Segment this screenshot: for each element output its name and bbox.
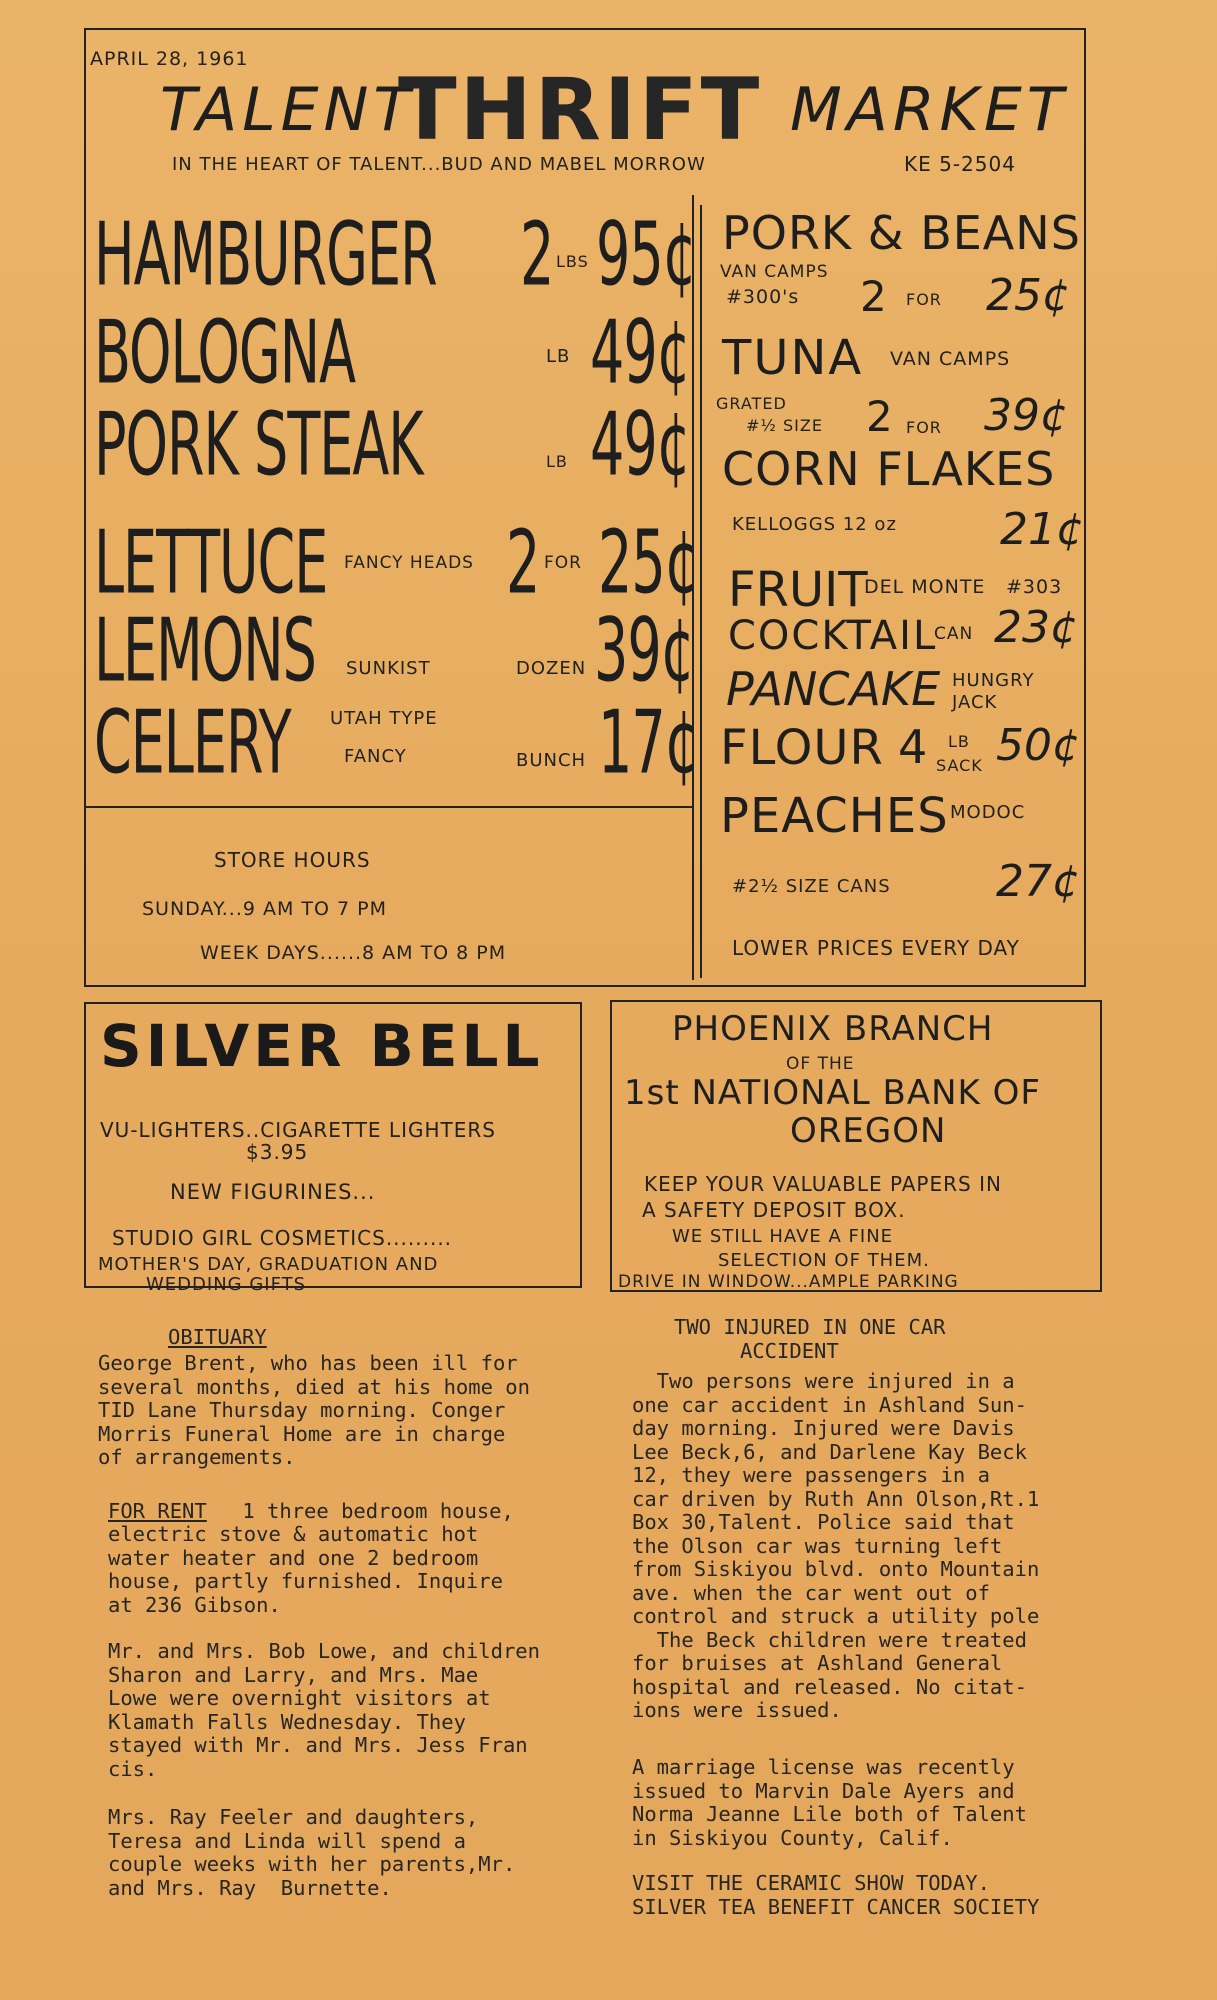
item-hamburger-price: 95¢ [596, 204, 697, 307]
item-porkbeans-qty: 2 [860, 272, 887, 321]
item-pancake-price: 50¢ [996, 720, 1080, 771]
item-porkbeans-size: #300's [726, 286, 800, 308]
item-fruit-unit: CAN [934, 624, 974, 644]
store-hours-weekdays: WEEK DAYS......8 AM TO 8 PM [200, 942, 507, 964]
item-peaches-brand: MODOC [950, 802, 1026, 823]
accident-text: Two persons were injured in a one car accident in Ashland Sun- day morning. Injured were Davis Lee Beck,6, and Darlene Kay Beck 12, they were passengers in a car driven by Ruth Ann Olson,Rt.1 Box 30,Talent. Police said that the Olson car was turning left from Siskiyou blvd. onto Mountain ave. when the car went out of control and struck a utility pole The Beck children were treated for bruises at Ashland General hospital and released. No citat- ions were issued. [632, 1369, 1040, 1722]
item-pancake-brand2: JACK [952, 692, 998, 713]
store-name-right: MARKET [790, 75, 1069, 145]
store-name-left: TALENT [160, 75, 416, 145]
item-lettuce-price: 25¢ [598, 512, 699, 615]
item-bologna-name: BOLOGNA [94, 302, 355, 405]
silver-bell-line6: WEDDING GIFTS [146, 1274, 307, 1295]
silver-bell-line3: NEW FIGURINES... [170, 1180, 376, 1204]
silver-bell-line4: STUDIO GIRL COSMETICS......... [112, 1226, 453, 1250]
bank-line1: PHOENIX BRANCH [672, 1009, 994, 1049]
ceramic-show-text: VISIT THE CERAMIC SHOW TODAY. SILVER TEA BENEFIT CANCER SOCIETY [632, 1871, 1040, 1919]
item-bologna-price: 49¢ [590, 302, 691, 405]
silver-bell-line5: MOTHER'S DAY, GRADUATION AND [98, 1254, 439, 1275]
accident-heading-1: TWO INJURED IN ONE CAR [674, 1315, 946, 1339]
for-rent-text: electric stove & automatic hot water heater and one 2 bedroom house, partly furnished. Inquire at 236 Gibson. [108, 1522, 503, 1617]
item-celery-price: 17¢ [598, 692, 699, 795]
item-hamburger-qty: 2 [520, 204, 554, 307]
item-peaches-name: PEACHES [720, 788, 949, 844]
bank-line9: DRIVE IN WINDOW...AMPLE PARKING [618, 1272, 959, 1292]
item-lettuce-qty: 2 [506, 512, 540, 615]
accident-heading-2: ACCIDENT [740, 1339, 839, 1363]
item-pancake-unit2: SACK [936, 756, 983, 775]
item-fruit-price: 23¢ [994, 602, 1078, 653]
bank-line5: KEEP YOUR VALUABLE PAPERS IN [644, 1172, 1002, 1196]
item-cornflakes-brand: KELLOGGS 12 oz [732, 514, 897, 535]
item-porkbeans-brand: VAN CAMPS [720, 262, 829, 282]
item-fruit-brand: DEL MONTE [864, 576, 986, 598]
item-bologna-unit: LB [546, 346, 571, 367]
bank-line8: SELECTION OF THEM. [718, 1250, 930, 1271]
item-lemons-price: 39¢ [594, 600, 695, 703]
ad-date: APRIL 28, 1961 [90, 48, 249, 70]
silver-bell-title: SILVER BELL [100, 1012, 544, 1080]
item-tuna-unit: FOR [906, 418, 942, 437]
item-lemons-unit: DOZEN [516, 658, 587, 679]
bank-line4: OREGON [790, 1111, 947, 1151]
slogan-lower-prices: LOWER PRICES EVERY DAY [732, 936, 1020, 960]
item-hamburger-unit: LBS [556, 252, 589, 271]
ad-right-box-top [700, 205, 702, 978]
item-celery-unit: BUNCH [516, 750, 587, 771]
item-pancake-name1: PANCAKE [726, 662, 941, 716]
for-rent-heading: FOR RENT [108, 1499, 207, 1523]
item-porksteak-price: 49¢ [590, 394, 691, 497]
item-hamburger-name: HAMBURGER [94, 204, 437, 307]
item-lettuce-unit: FOR [544, 553, 582, 573]
item-lemons-qualifier: SUNKIST [346, 658, 431, 679]
item-fruit-name2: COCKTAIL [728, 613, 938, 659]
item-tuna-size: #½ SIZE [746, 416, 823, 435]
item-cornflakes-price: 21¢ [1000, 504, 1084, 555]
store-hours-title: STORE HOURS [214, 848, 371, 872]
lowe-visit-text: Mr. and Mrs. Bob Lowe, and children Sharon and Larry, and Mrs. Mae Lowe were overnight visitors at Klamath Falls Wednesday. They stayed with Mr. and Mrs. Jess Fran cis. [108, 1639, 540, 1781]
bank-line7: WE STILL HAVE A FINE [672, 1226, 894, 1247]
for-rent-first-line: 1 three bedroom house, [230, 1499, 514, 1523]
item-porkbeans-unit: FOR [906, 290, 942, 309]
item-porksteak-name: PORK STEAK [94, 394, 423, 497]
store-hours-sunday: SUNDAY...9 AM TO 7 PM [142, 898, 388, 920]
store-tagline: IN THE HEART OF TALENT...BUD AND MABEL MORROW [172, 154, 706, 175]
item-porkbeans-price: 25¢ [986, 270, 1070, 321]
item-celery-name: CELERY [94, 692, 291, 795]
silver-bell-line2: $3.95 [246, 1140, 309, 1164]
item-tuna-grade: GRATED [716, 394, 787, 413]
bank-line6: A SAFETY DEPOSIT BOX. [642, 1198, 906, 1222]
item-tuna-name: TUNA [722, 330, 864, 386]
item-cornflakes-name: CORN FLAKES [722, 442, 1056, 496]
item-peaches-price: 27¢ [996, 856, 1080, 907]
item-lettuce-qualifier: FANCY HEADS [344, 553, 474, 573]
store-name-mid: THRIFT [398, 60, 763, 160]
store-phone: KE 5-2504 [904, 152, 1016, 176]
ad-divider-left [86, 806, 693, 808]
item-lettuce-name: LETTUCE [94, 512, 328, 615]
item-fruit-name1: FRUIT [728, 562, 868, 618]
item-pancake-name2: FLOUR [720, 720, 884, 776]
item-pancake-brand1: HUNGRY [952, 670, 1035, 691]
bank-line3: 1st NATIONAL BANK OF [624, 1073, 1041, 1113]
item-peaches-size: #2½ SIZE CANS [732, 876, 891, 897]
item-lemons-name: LEMONS [94, 600, 316, 703]
obituary-text: George Brent, who has been ill for several months, died at his home on TID Lane Thursday morning. Conger Morris Funeral Home are in charge of arrangements. [98, 1351, 530, 1469]
obituary-heading: OBITUARY [168, 1325, 267, 1349]
item-celery-qualifier: UTAH TYPE [330, 708, 438, 729]
item-fruit-size: #303 [1006, 576, 1063, 598]
item-tuna-price: 39¢ [984, 390, 1068, 441]
marriage-license-text: A marriage license was recently issued to Marvin Dale Ayers and Norma Jeanne Lile both of Talent in Siskiyou County, Calif. [632, 1755, 1027, 1850]
item-pancake-qty: 4 [898, 720, 928, 774]
item-tuna-qty: 2 [866, 392, 893, 441]
silver-bell-line1: VU-LIGHTERS..CIGARETTE LIGHTERS [100, 1118, 496, 1142]
item-celery-qualifier2: FANCY [344, 746, 407, 767]
feeler-visit-text: Mrs. Ray Feeler and daughters, Teresa and Linda will spend a couple weeks with her parents,Mr. and Mrs. Ray Burnette. [108, 1805, 516, 1900]
item-porksteak-unit: LB [546, 452, 568, 471]
bank-line2: OF THE [786, 1054, 855, 1074]
item-porkbeans-name: PORK & BEANS [722, 206, 1081, 260]
item-pancake-unit1: LB [948, 732, 970, 751]
item-tuna-brand: VAN CAMPS [890, 348, 1011, 370]
